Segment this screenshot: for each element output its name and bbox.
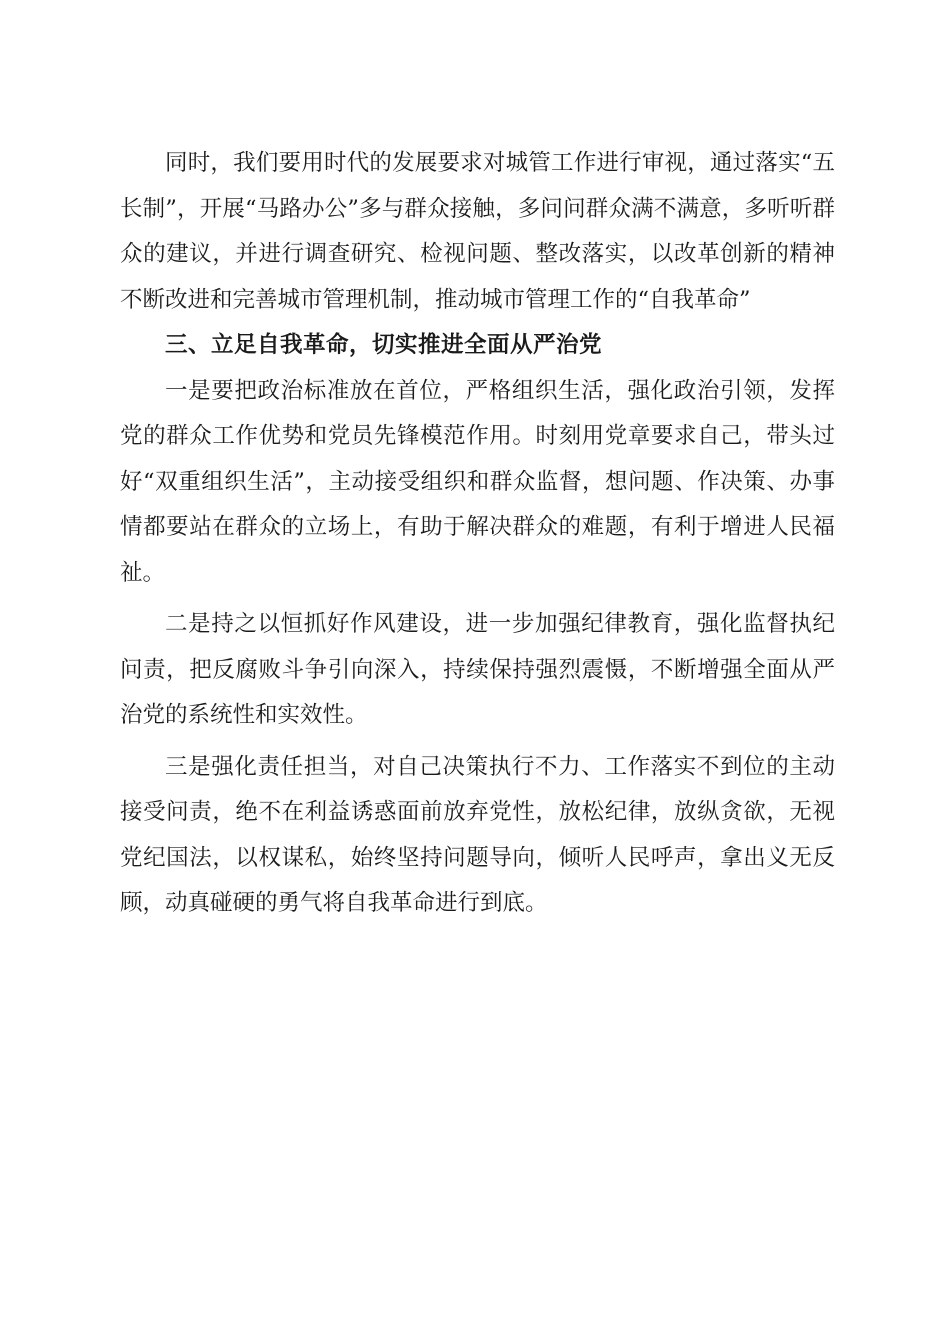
document-body: [120, 141, 835, 927]
section-heading: 三、立足自我革命，切实推进全面从严治党: [165, 332, 603, 358]
paragraph-point-one: 一是要把政治标准放在首位，严格组织生活，强化政治引领，发挥党的群众工作优势和党员先锋模范作用。时刻用党章要求自己，带头过好“双重组织生活”，主动接受组织和群众监督，想问题、作决策、办事情都要站在群众的立场上，有助于解决群众的难题，有利于增进人民福祉。: [120, 377, 835, 586]
paragraph-opening: 同时，我们要用时代的发展要求对城管工作进行审视，通过落实“五长制”，开展“马路办公”多与群众接触，多问问群众满不满意，多听听群众的建议，并进行调查研究、检视问题、整改落实，以改革创新的精神不断改进和完善城市管理机制，推动城市管理工作的“自我革命”: [120, 150, 835, 313]
paragraph-point-two: 二是持之以恒抓好作风建设，进一步加强纪律教育，强化监督执纪问责，把反腐败斗争引向深入，持续保持强烈震慑，不断增强全面从严治党的系统性和实效性。: [120, 611, 835, 728]
paragraph-point-three: 三是强化责任担当，对自己决策执行不力、工作落实不到位的主动接受问责，绝不在利益诱惑面前放弃党性，放松纪律，放纵贪欲，无视党纪国法，以权谋私，始终坚持问题导向，倾听人民呼声，拿出义无反顾，动真碰硬的勇气将自我革命进行到底。: [120, 753, 835, 916]
